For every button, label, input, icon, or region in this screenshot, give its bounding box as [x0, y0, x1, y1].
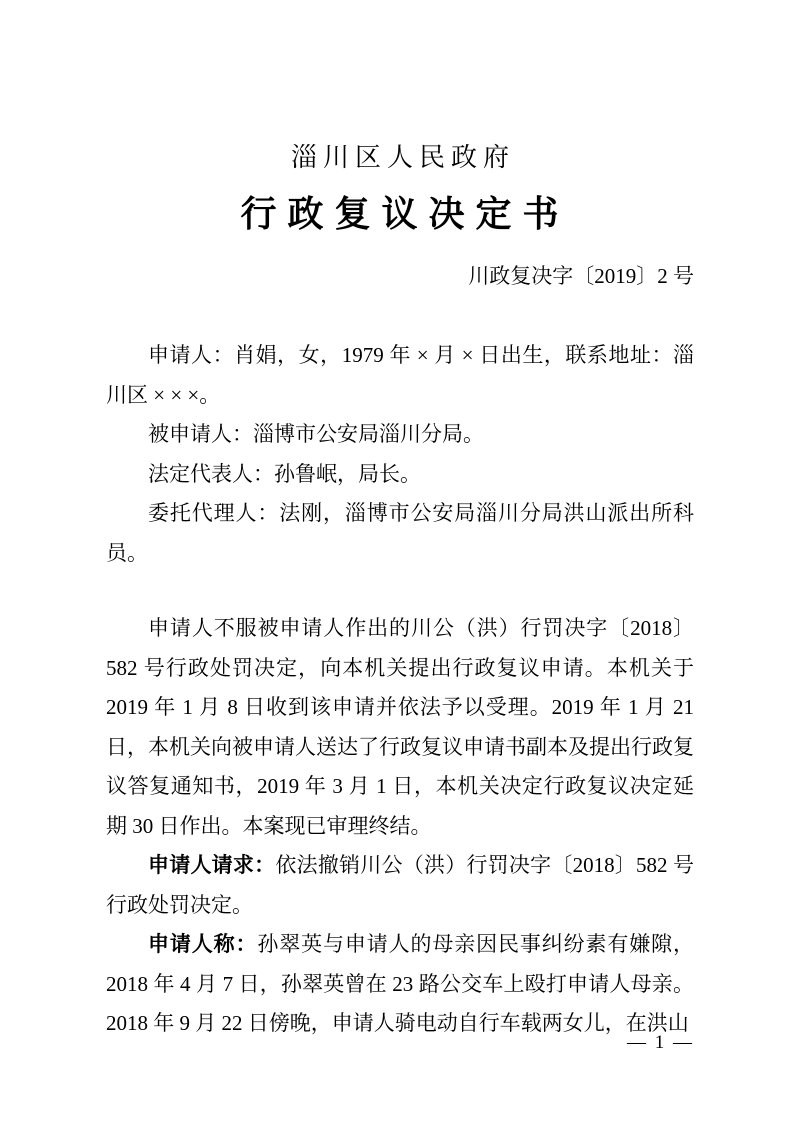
party-legal-representative: 法定代表人：孙鲁岷，局长。 — [148, 461, 421, 486]
party-authorized-agent: 委托代理人：法刚，淄博市公安局淄川分局洪山派出所科员。 — [106, 501, 694, 565]
page-number: — 1 — — [627, 1032, 694, 1053]
paragraph-procedure — [106, 609, 694, 846]
paragraph-label: 申请人称： — [148, 933, 258, 956]
party-respondent: 被申请人：淄博市公安局淄川分局。 — [148, 422, 484, 446]
party-applicant: 申请人：肖娟，女，1979 年 × 月 × 日出生，联系地址：淄川区 × × ×。 — [106, 343, 694, 407]
parties-section — [106, 336, 694, 573]
paragraph-label: 申请人请求： — [148, 854, 276, 877]
paragraph-text: 依法撤销川公（洪）行罚决字〔2018〕582 号行政处罚决定。 — [106, 853, 695, 917]
paragraph-applicant-request — [106, 846, 694, 925]
paragraph-text: 申请人不服被申请人作出的川公（洪）行罚决字〔2018〕582 号行政处罚决定，向本机关提出行政复议申请。本机关于 2019 年 1 月 8 日收到该申请并依法予以受理。2019 年 1 月 21 日，本机关向被申请人送达了行政复议申请书副本及提出行政复议答复通知书，2019 年 3 月 1 日，本机关决定行政复议决定延期 30 日作出。本案现已审理终结。 — [106, 616, 694, 838]
body-section — [106, 609, 694, 1044]
document-number: 川政复决字〔2019〕2 号 — [468, 264, 694, 288]
document-title: 行 政 复 议 决 定 书 — [240, 194, 560, 234]
issuing-agency: 淄川区人民政府 — [290, 143, 515, 172]
paragraph-text: 孙翠英与申请人的母亲因民事纠纷素有嫌隙，2018 年 4 月 7 日，孙翠英曾在 23 路公交车上殴打申请人母亲。2018 年 9 月 22 日傍晚，申请人骑电动自行车载两女儿，在洪山 — [106, 932, 694, 1035]
paragraph-applicant-statement — [106, 925, 694, 1044]
